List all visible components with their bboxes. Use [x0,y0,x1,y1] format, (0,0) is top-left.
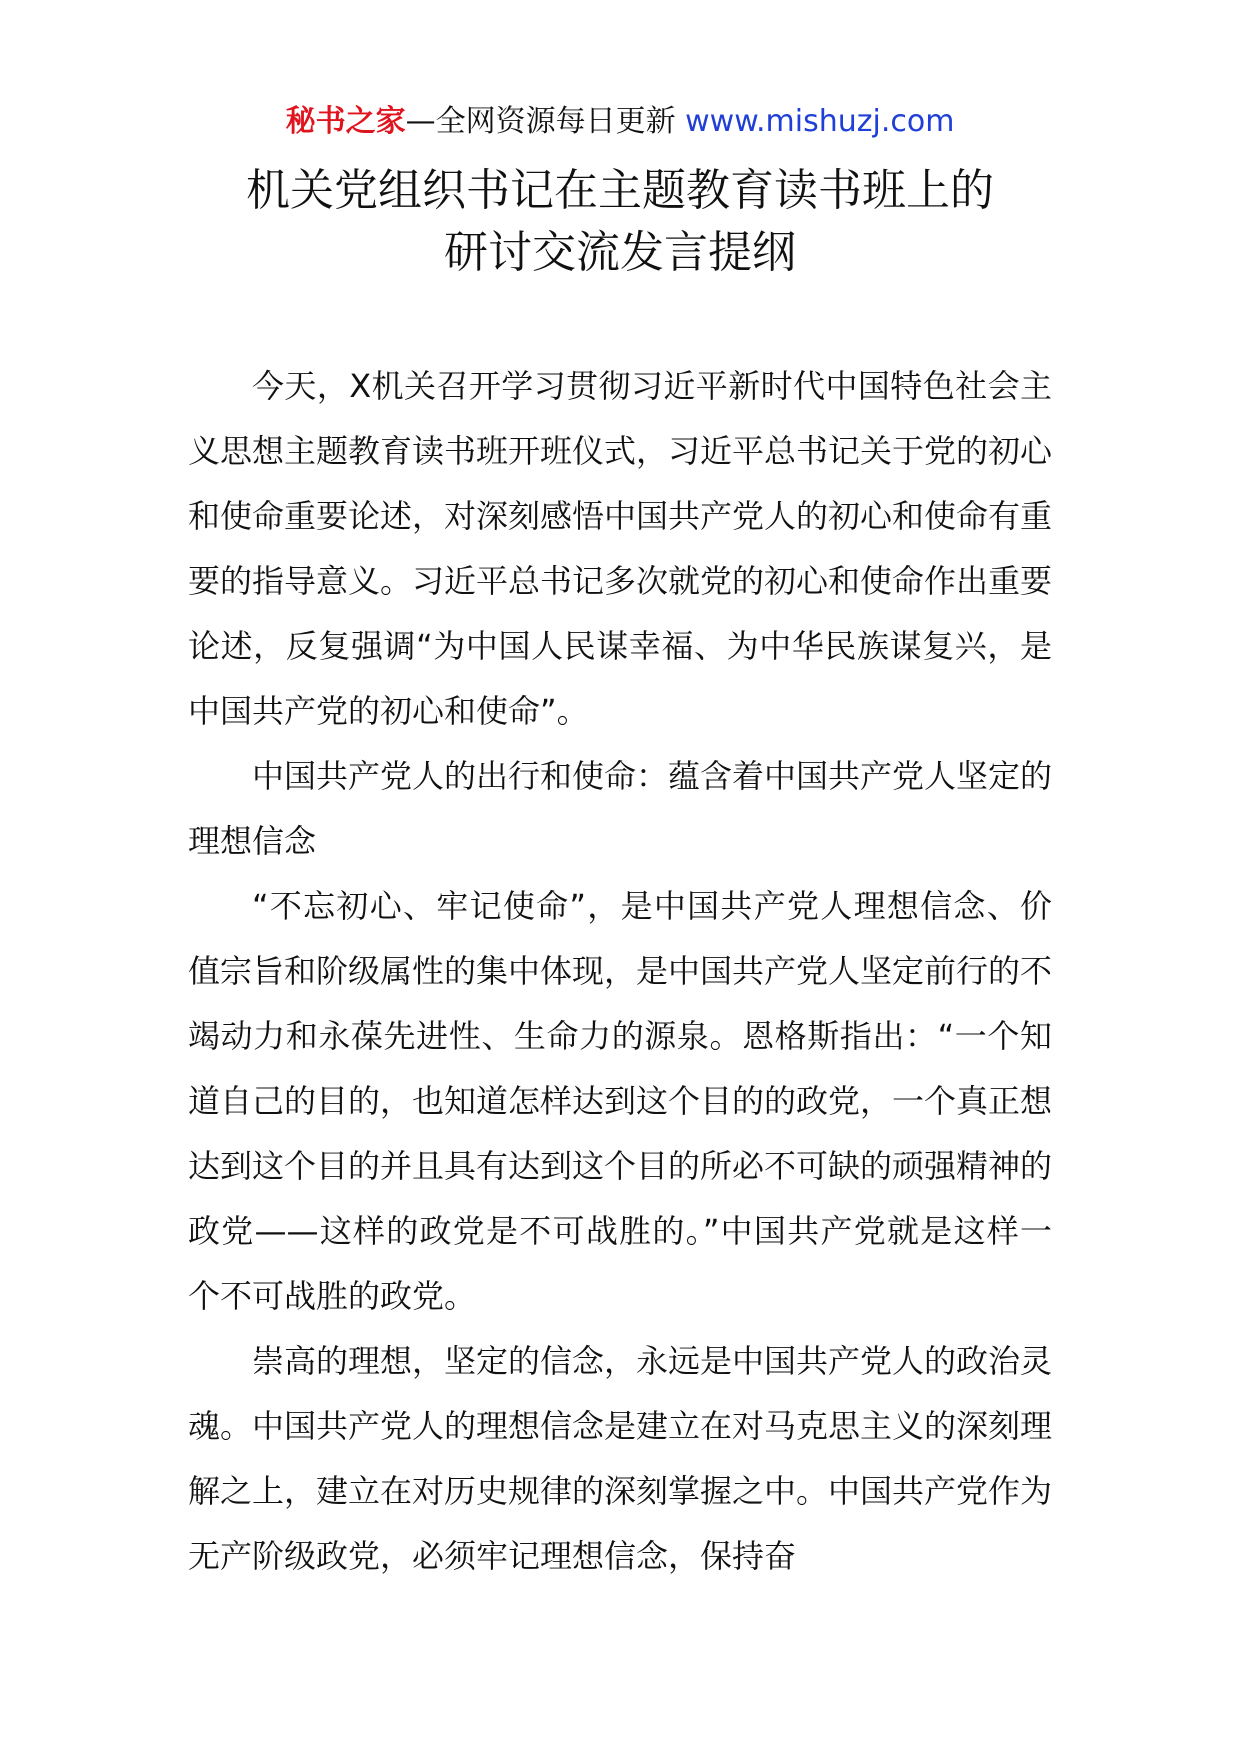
site-header [0,102,1240,142]
document-title [0,160,1240,284]
title-line-2: 研讨交流发言提纲 [444,227,796,278]
paragraph-ideals: 崇高的理想，坚定的信念，永远是中国共产党人的政治灵魂。中国共产党人的理想信念是建立在对马克思主义的深刻理解之上，建立在对历史规律的深刻掌握之中。中国共产党作为无产阶级政党，必须牢记理想信念，保持奋 [188,1342,1053,1575]
paragraph-intro: 今天，X机关召开学习贯彻习近平新时代中国特色社会主义思想主题教育读书班开班仪式，习近平总书记关于党的初心和使命重要论述，对深刻感悟中国共产党人的初心和使命有重要的指导意义。习近平总书记多次就党的初心和使命作出重要论述，反复强调“为中国人民谋幸福、为中华民族谋复兴，是中国共产党的初心和使命”。 [188,367,1053,730]
section-heading: 中国共产党人的出行和使命：蕴含着中国共产党人坚定的理想信念 [188,757,1053,860]
document-body [188,354,1052,1589]
title-line-1: 机关党组织书记在主题教育读书班上的 [246,165,994,216]
paragraph-engels: “不忘初心、牢记使命”，是中国共产党人理想信念、价值宗旨和阶级属性的集中体现，是中国共产党人坚定前行的不竭动力和永葆先进性、生命力的源泉。恩格斯指出：“一个知道自己的目的，也知道怎样达到这个目的的政党，一个真正想达到这个目的并且具有达到这个目的所必不可缺的顽强精神的政党——这样的政党是不可战胜的。”中国共产党就是这样一个不可战胜的政党。 [188,887,1053,1315]
brand-name: 秘书之家 [285,104,406,139]
site-url-link[interactable]: www.mishuzj.com [685,104,955,139]
header-tagline: —全网资源每日更新 [405,104,676,139]
